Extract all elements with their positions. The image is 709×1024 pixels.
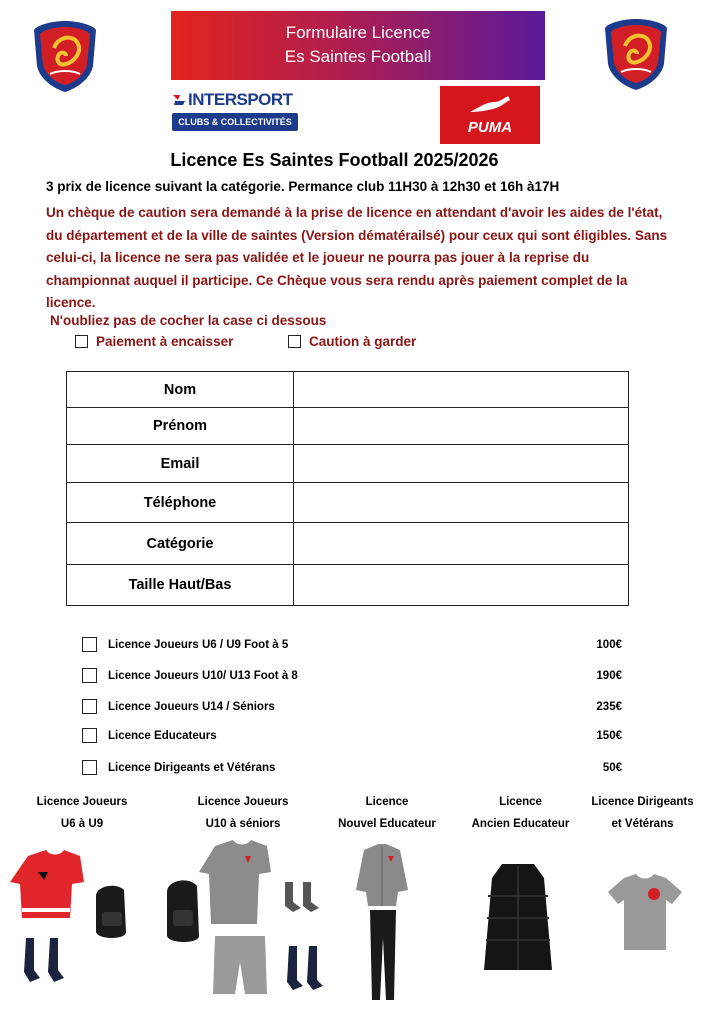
kit-image-u10-seniors: [163, 836, 335, 1006]
licence-checkbox[interactable]: [82, 699, 97, 714]
licence-option[interactable]: [82, 760, 622, 775]
caution-text: Un chèque de caution sera demandé à la prise de licence en attendant d'avoir les aides de l'état, du département et de la ville de saintes (Version dématérailsé) pour ceux qui sont éligibles. Sans celui-ci, la licence ne sera pas validée et le joueur ne pourra pas jouer à la reprise du championnat auquel il participe. Ce Chèque vous sera rendu après paiement complet de la licence.: [46, 205, 668, 310]
licence-option[interactable]: [82, 699, 622, 714]
licence-price: 100€: [596, 638, 622, 651]
licence-checkbox[interactable]: [82, 728, 97, 743]
field-value[interactable]: [294, 523, 629, 565]
option-caution[interactable]: [288, 334, 416, 349]
kit-caption-line: et Vétérans: [611, 818, 674, 830]
licence-option[interactable]: [82, 668, 622, 683]
kit-image-u6-u9: [8, 848, 168, 988]
licence-option[interactable]: [82, 637, 622, 652]
red-jersey-icon: [10, 850, 84, 918]
table-row: [67, 483, 629, 523]
field-value[interactable]: [294, 372, 629, 408]
licence-price: 50€: [602, 761, 622, 774]
licence-name: Licence Dirigeants et Vétérans: [108, 761, 276, 774]
kit-caption-line: Nouvel Educateur: [338, 818, 436, 830]
kit-caption-line: U10 à séniors: [205, 818, 281, 830]
kit-caption-new-coach: [322, 791, 452, 835]
training-top-icon: [356, 844, 408, 906]
licence-name: Licence Educateurs: [108, 729, 217, 742]
field-label: Téléphone: [67, 483, 294, 523]
intersport-sub: CLUBS & COLLECTIVITÉS: [172, 113, 298, 131]
kit-caption-managers-veterans: [580, 791, 705, 835]
banner-line-2: Es Saintes Football: [284, 47, 432, 66]
document-title: Licence Es Saintes Football 2025/2026: [170, 150, 499, 170]
licence-option[interactable]: [82, 728, 622, 743]
intersport-mark-icon: [172, 93, 186, 107]
kit-caption-u10-seniors: [183, 791, 303, 835]
intersport-logo: [172, 90, 302, 140]
puma-logo: [440, 86, 540, 144]
table-row: [67, 408, 629, 445]
grey-jersey-icon: [199, 840, 271, 924]
table-row: [67, 523, 629, 565]
kit-caption-line: Ancien Educateur: [471, 818, 570, 830]
payment-checkbox[interactable]: [75, 335, 88, 348]
payment-label: Paiement à encaisser: [96, 334, 234, 349]
kit-caption-u6-u9: [22, 791, 142, 835]
checkbox-reminder: N'oubliez pas de cocher la case ci dessous: [50, 313, 327, 328]
kit-image-new-coach: [352, 842, 412, 1004]
member-info-table: [66, 371, 629, 606]
training-pants-icon: [370, 910, 396, 1000]
field-label: Prénom: [67, 408, 294, 445]
socks-icon: [24, 938, 64, 982]
field-label: Nom: [67, 372, 294, 408]
kit-caption-line: U6 à U9: [60, 818, 104, 830]
licence-checkbox[interactable]: [82, 760, 97, 775]
caution-checkbox[interactable]: [288, 335, 301, 348]
form-banner: [171, 11, 545, 80]
kit-caption-line: Licence: [365, 796, 409, 808]
licence-name: Licence Joueurs U14 / Séniors: [108, 700, 275, 713]
club-crest-left: [30, 18, 100, 94]
table-row: [67, 445, 629, 483]
field-value[interactable]: [294, 445, 629, 483]
field-label: Email: [67, 445, 294, 483]
licence-checkbox[interactable]: [82, 668, 97, 683]
grey-shorts-icon: [213, 936, 267, 994]
grey-tshirt-icon: [608, 874, 682, 950]
info-line: 3 prix de licence suivant la catégorie. Permance club 11H30 à 12h30 et 16h à17H: [46, 179, 560, 194]
puma-cat-icon: [466, 94, 514, 116]
intersport-name: INTERSPORT: [188, 90, 293, 109]
field-label: Taille Haut/Bas: [67, 565, 294, 606]
kit-caption-former-coach: [458, 791, 583, 835]
field-value[interactable]: [294, 408, 629, 445]
licence-price: 190€: [596, 669, 622, 682]
backpack-icon: [167, 880, 199, 942]
kit-image-managers-veterans: [604, 872, 686, 954]
licence-checkbox[interactable]: [82, 637, 97, 652]
socks-icon: [285, 882, 323, 990]
caution-label: Caution à garder: [309, 334, 417, 349]
padded-jacket-icon: [484, 864, 552, 970]
licence-price: 150€: [596, 729, 622, 742]
table-row: [67, 565, 629, 606]
licence-price: 235€: [596, 700, 622, 713]
kit-caption-line: Licence Joueurs: [36, 796, 128, 808]
kit-caption-line: Licence Joueurs: [197, 796, 289, 808]
club-crest-right: [601, 16, 671, 92]
field-value[interactable]: [294, 565, 629, 606]
banner-line-1: Formulaire Licence: [285, 23, 431, 42]
table-row: [67, 372, 629, 408]
option-payment[interactable]: [75, 334, 233, 349]
backpack-icon: [96, 886, 126, 938]
field-value[interactable]: [294, 483, 629, 523]
field-label: Catégorie: [67, 523, 294, 565]
kit-caption-line: Licence: [499, 796, 542, 808]
licence-name: Licence Joueurs U10/ U13 Foot à 8: [108, 669, 298, 682]
kit-image-former-coach: [478, 860, 558, 978]
licence-name: Licence Joueurs U6 / U9 Foot à 5: [108, 638, 289, 651]
kit-caption-line: Licence Dirigeants: [591, 796, 694, 808]
puma-name: PUMA: [467, 119, 513, 136]
